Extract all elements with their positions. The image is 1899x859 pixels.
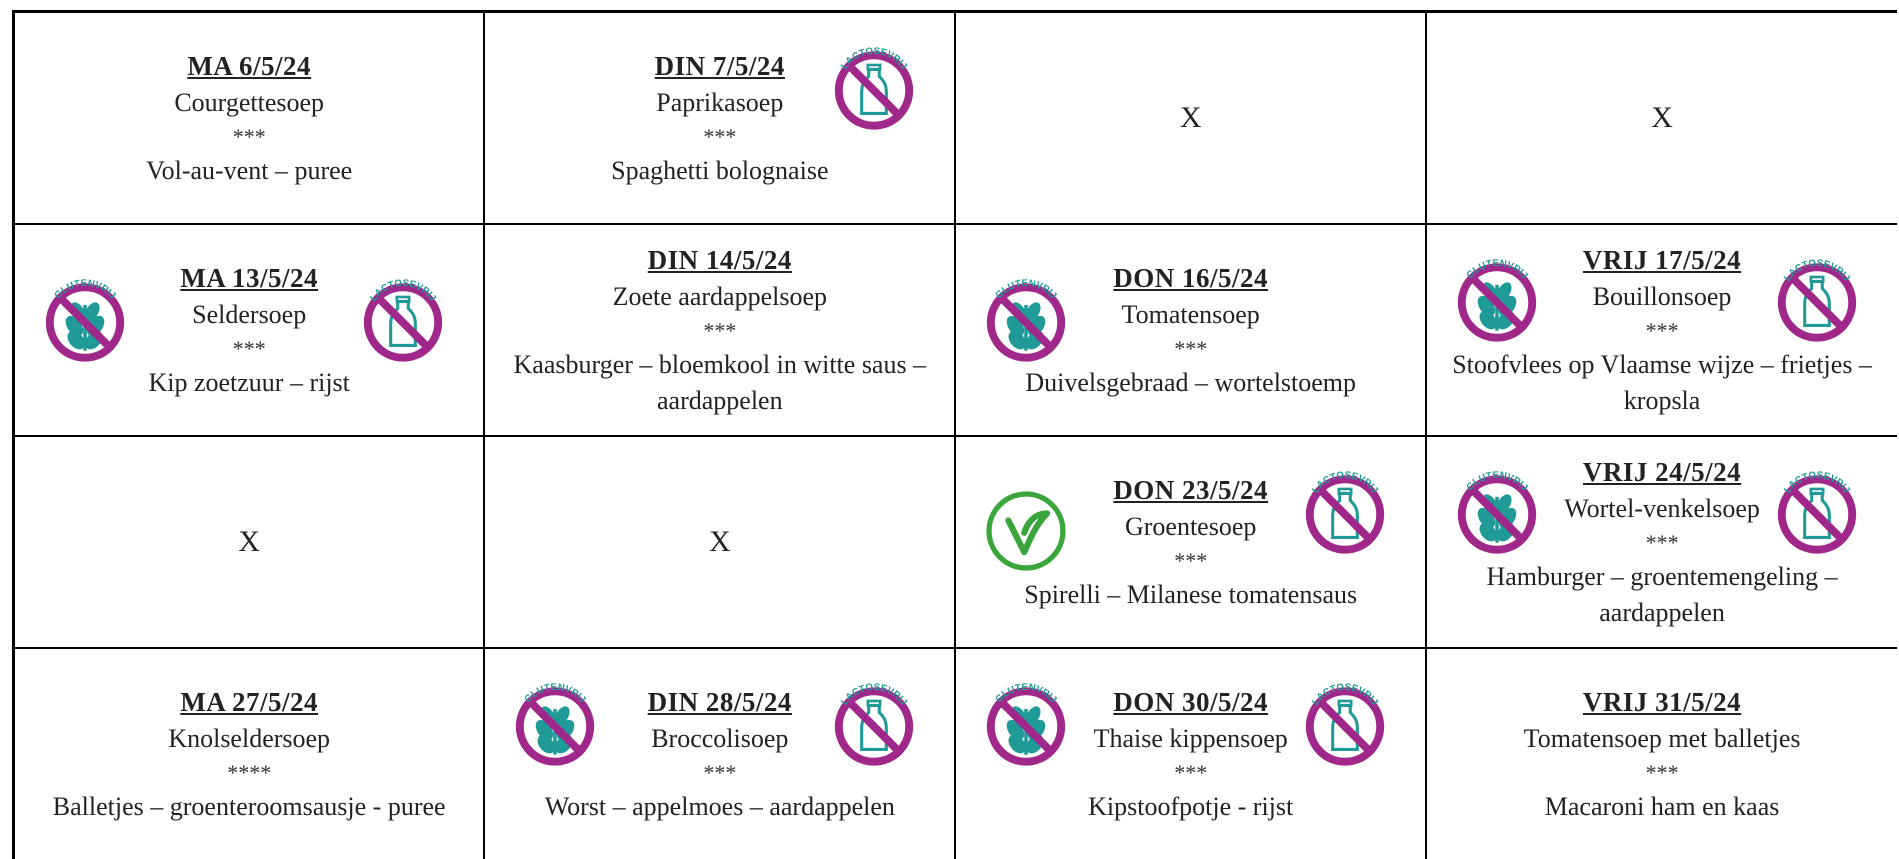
day-main-course: Balletjes – groenteroomsausje - puree: [52, 791, 446, 821]
day-main-course: Vol-au-vent – puree: [146, 155, 353, 185]
day-cell: [955, 224, 1426, 436]
day-cell: [14, 648, 485, 859]
day-date: MA 6/5/24: [187, 50, 312, 81]
day-soup: Knolseldersoep: [168, 723, 331, 753]
day-date: MA 27/5/24: [180, 686, 319, 717]
day-main-course: Duivelsgebraad – wortelstoemp: [1025, 367, 1357, 397]
day-separator: ***: [1174, 335, 1208, 361]
day-separator: ***: [703, 317, 737, 343]
gluten-free-icon: [41, 275, 129, 363]
gluten-free-icon: [1453, 255, 1541, 343]
lactose-free-icon: [830, 679, 918, 767]
day-separator: ****: [227, 759, 272, 785]
closed-mark: X: [1179, 100, 1202, 134]
day-cell-closed: [1426, 12, 1897, 225]
gluten-free-icon: [511, 679, 599, 767]
day-soup: Zoete aardappelsoep: [612, 281, 827, 311]
day-soup: Courgettesoep: [174, 87, 325, 117]
day-cell: [484, 224, 955, 436]
day-date: VRIJ 17/5/24: [1582, 244, 1742, 275]
day-separator: ***: [1174, 759, 1208, 785]
day-main-course: Spirelli – Milanese tomatensaus: [1024, 579, 1358, 609]
day-separator: ***: [1645, 759, 1679, 785]
day-soup: Broccolisoep: [651, 723, 789, 753]
day-cell: [484, 648, 955, 859]
day-main-course: Hamburger – groentemengeling – aardappelen: [1486, 561, 1838, 627]
vegetarian-icon: [982, 487, 1070, 575]
day-soup: Thaise kippensoep: [1093, 723, 1288, 753]
closed-mark: X: [238, 524, 261, 558]
lactose-free-icon: [359, 275, 447, 363]
week-row: [14, 436, 1898, 648]
day-main-course: Kipstoofpotje - rijst: [1088, 791, 1294, 821]
day-cell-closed: [484, 436, 955, 648]
day-date: DIN 28/5/24: [647, 686, 792, 717]
day-main-course: Kaasburger – bloemkool in witte saus – aardappelen: [513, 349, 927, 415]
day-main-course: Spaghetti bolognaise: [611, 155, 829, 185]
lactose-free-icon: [1301, 679, 1389, 767]
day-soup: Groentesoep: [1124, 511, 1257, 541]
week-row: [14, 224, 1898, 436]
day-main-course: Kip zoetzuur – rijst: [148, 367, 350, 397]
day-cell-closed: [14, 436, 485, 648]
day-cell: [14, 12, 485, 225]
day-separator: ***: [703, 759, 737, 785]
day-date: DIN 14/5/24: [647, 244, 792, 275]
day-cell: [1426, 436, 1897, 648]
lactose-free-icon: [1301, 467, 1389, 555]
day-separator: ***: [232, 335, 266, 361]
day-date: DON 30/5/24: [1113, 686, 1269, 717]
day-cell: [1426, 648, 1897, 859]
day-date: DON 16/5/24: [1113, 262, 1269, 293]
day-main-course: Stoofvlees op Vlaamse wijze – frietjes – kropsla: [1452, 349, 1872, 415]
day-date: DIN 7/5/24: [654, 50, 785, 81]
menu-grid: [12, 10, 1897, 859]
gluten-free-icon: [982, 679, 1070, 767]
day-separator: ***: [1645, 529, 1679, 555]
lactose-free-icon: [830, 43, 918, 131]
closed-mark: X: [708, 524, 731, 558]
day-cell: [484, 12, 955, 225]
day-cell: [1426, 224, 1897, 436]
day-soup: Wortel-venkelsoep: [1564, 493, 1760, 523]
day-date: VRIJ 31/5/24: [1582, 686, 1742, 717]
gluten-free-icon: [982, 275, 1070, 363]
week-row: [14, 12, 1898, 225]
day-cell: [955, 648, 1426, 859]
day-cell-closed: [955, 12, 1426, 225]
week-row: [14, 648, 1898, 859]
day-date: VRIJ 24/5/24: [1582, 456, 1742, 487]
day-separator: ***: [232, 123, 266, 149]
day-cell: [14, 224, 485, 436]
day-date: DON 23/5/24: [1113, 474, 1269, 505]
closed-mark: X: [1651, 100, 1673, 134]
day-date: MA 13/5/24: [180, 262, 319, 293]
day-separator: ***: [1174, 547, 1208, 573]
day-separator: ***: [1645, 317, 1679, 343]
day-soup: Tomatensoep met balletjes: [1523, 723, 1801, 753]
lactose-free-icon: [1773, 255, 1861, 343]
day-separator: ***: [703, 123, 737, 149]
day-soup: Paprikasoep: [656, 87, 784, 117]
gluten-free-icon: [1453, 467, 1541, 555]
day-soup: Tomatensoep: [1121, 299, 1260, 329]
day-soup: Bouillonsoep: [1592, 281, 1732, 311]
day-main-course: Macaroni ham en kaas: [1544, 791, 1780, 821]
day-main-course: Worst – appelmoes – aardappelen: [544, 791, 895, 821]
day-soup: Seldersoep: [192, 299, 307, 329]
lactose-free-icon: [1773, 467, 1861, 555]
day-cell: [955, 436, 1426, 648]
